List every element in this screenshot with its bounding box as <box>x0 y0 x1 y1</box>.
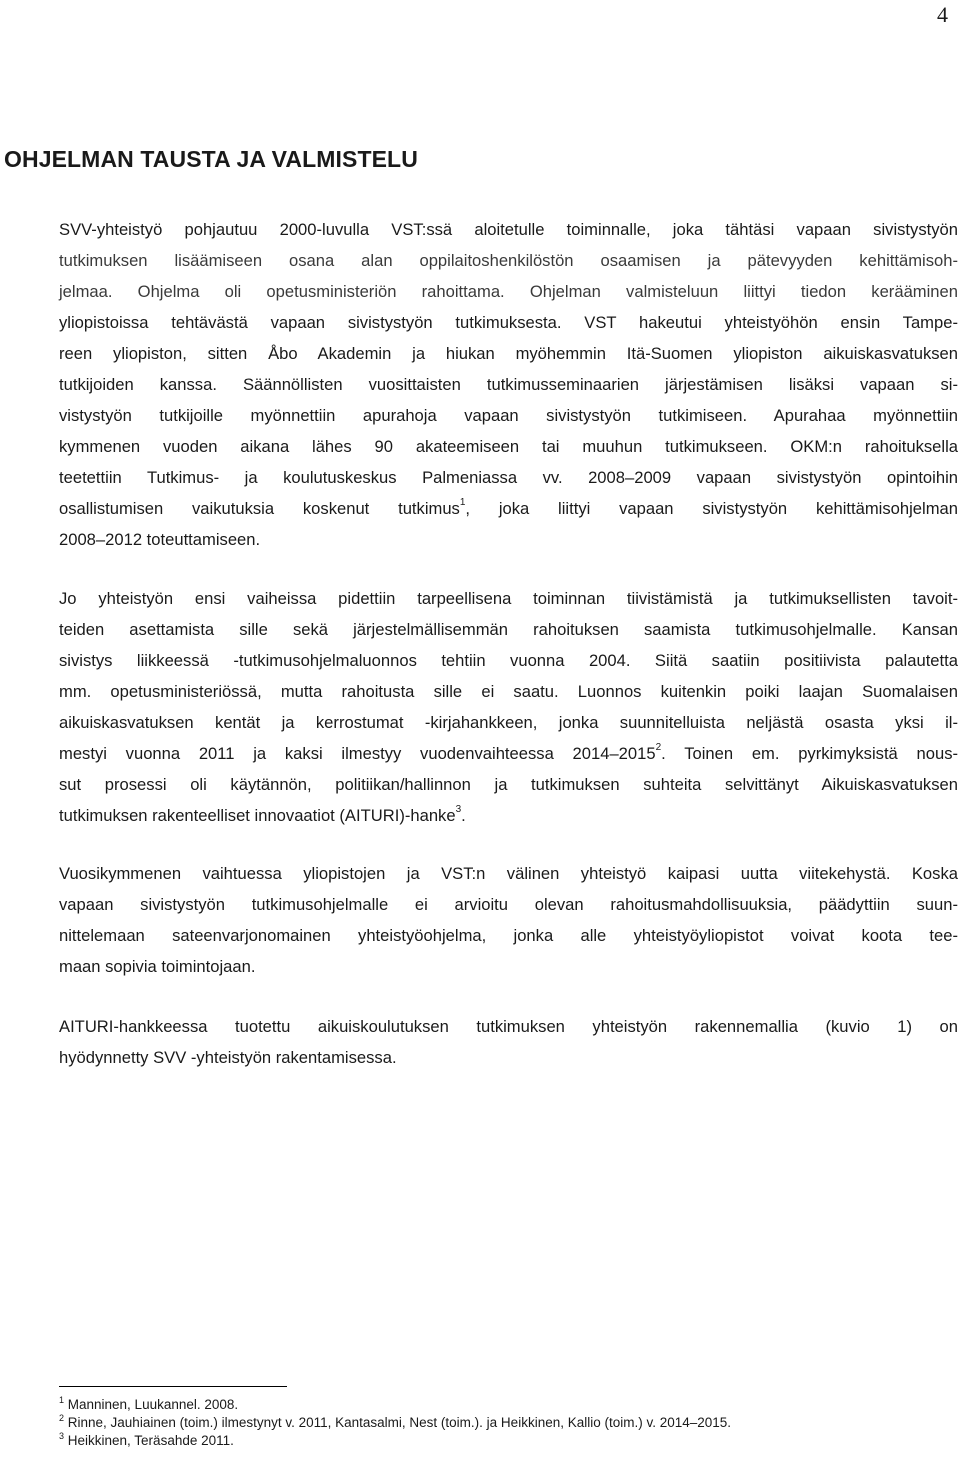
paragraph-aituri-model <box>59 1011 958 1073</box>
footnotes <box>59 1396 731 1450</box>
text-line <box>59 462 958 493</box>
footnote-reference[interactable]: 1 <box>459 497 466 509</box>
text-run: . <box>461 806 466 825</box>
text-run: mestyi vuonna 2011 ja kaksi ilmestyy vuodenvaihteessa 2014–2015 <box>59 744 656 763</box>
text-line <box>59 276 958 307</box>
text-run: mm. opetusministeriössä, mutta rahoitusta sille ei saatu. Luonnos kuitenkin poiki laajan Suomalaisen <box>59 682 958 701</box>
text-line <box>59 1042 958 1073</box>
text-run: osallistumisen vaikutuksia koskenut tutkimus <box>59 499 460 518</box>
text-run: AITURI-hankkeessa tuotettu aikuiskoulutuksen tutkimuksen yhteistyön rakennemallia (kuvio 1) on <box>59 1017 958 1036</box>
footnote-separator <box>59 1386 287 1387</box>
footnote-text: Rinne, Jauhiainen (toim.) ilmestynyt v. 2011, Kantasalmi, Nest (toim.). ja Heikkinen, Kallio (toim.) v. 2014–2015. <box>64 1415 732 1430</box>
text-line <box>59 738 958 769</box>
text-line <box>59 645 958 676</box>
text-run: sut prosessi oli käytännön, politiikan/hallinnon ja tutkimuksen suhteita selvittänyt Aikuiskasvatuksen <box>59 775 958 794</box>
text-line <box>59 889 958 920</box>
footnote-reference[interactable]: 2 <box>655 742 662 754</box>
text-line <box>59 431 958 462</box>
text-run: Vuosikymmenen vaihtuessa yliopistojen ja VST:n välinen yhteistyö kaipasi uutta viitekehystä. Koska <box>59 864 958 883</box>
footnote-number: 1 <box>59 1394 65 1405</box>
text-line <box>59 369 958 400</box>
text-line <box>59 524 958 555</box>
footnote-text: Manninen, Luukannel. 2008. <box>64 1397 239 1412</box>
text-line <box>59 338 958 369</box>
text-line <box>59 614 958 645</box>
text-run: tutkijoiden kanssa. Säännöllisten vuosittaisten tutkimusseminaarien järjestämisen lisäksi vapaan si- <box>59 375 958 394</box>
text-line <box>59 245 958 276</box>
text-line <box>59 400 958 431</box>
text-line <box>59 1011 958 1042</box>
text-line <box>59 214 958 245</box>
text-line <box>59 676 958 707</box>
text-run: vapaan sivistystyön tutkimusohjelmalle ei arvioitu olevan rahoitusmahdollisuuksia, päädyttiin suun- <box>59 895 958 914</box>
paragraph-new-framework <box>59 858 958 982</box>
text-line <box>59 800 958 831</box>
text-run: SVV-yhteistyö pohjautuu 2000-luvulla VST:ssä aloitetulle toiminnalle, joka tähtäsi vapaan sivistystyön <box>59 220 958 239</box>
text-line <box>59 858 958 889</box>
footnote-number: 2 <box>59 1412 65 1423</box>
text-run: tutkimuksen rakenteelliset innovaatiot (AITURI)-hanke <box>59 806 456 825</box>
text-run: 2008–2012 toteuttamiseen. <box>59 530 261 549</box>
footnote-reference[interactable]: 3 <box>455 804 462 816</box>
text-line <box>59 951 958 982</box>
text-run: hyödynnetty SVV -yhteistyön rakentamisessa. <box>59 1048 397 1067</box>
text-line <box>59 307 958 338</box>
paragraph-early-phase <box>59 583 958 831</box>
text-run: jelmaa. Ohjelma oli opetusministeriön rahoittama. Ohjelman valmisteluun liittyi tiedon kerääminen <box>59 282 958 301</box>
text-run: Jo yhteistyön ensi vaiheissa pidettiin tarpeellisena toiminnan tiivistämistä ja tutkimuksellisten tavoit- <box>59 589 958 608</box>
section-heading: OHJELMAN TAUSTA JA VALMISTELU <box>4 146 418 172</box>
text-run: kymmenen vuoden aikana lähes 90 akateemiseen tai muuhun tutkimukseen. OKM:n rahoituksella <box>59 437 958 456</box>
text-run: reen yliopiston, sitten Åbo Akademin ja hiukan myöhemmin Itä-Suomen yliopiston aikuiskasvatuksen <box>59 344 958 363</box>
text-run: vistystyön tutkijoille myönnettiin apurahoja vapaan sivistystyön tutkimiseen. Apurahaa myönnettiin <box>59 406 958 425</box>
footnote-item <box>59 1414 731 1432</box>
text-run: maan sopivia toimintojaan. <box>59 957 256 976</box>
text-run: nittelemaan sateenvarjonomainen yhteistyöohjelma, jonka alle yhteistyöyliopistot voivat koota tee- <box>59 926 958 945</box>
text-run: sivistys liikkeessä -tutkimusohjelmaluonnos tehtiin vuonna 2004. Siitä saatiin positiivista palautetta <box>59 651 958 670</box>
text-run: . Toinen em. pyrkimyksistä nous- <box>661 744 959 763</box>
paragraph-background <box>59 214 958 555</box>
text-line <box>59 583 958 614</box>
text-run: aikuiskasvatuksen kentät ja kerrostumat -kirjahankkeen, jonka suunnitelluista neljästä osasta yksi il- <box>59 713 958 732</box>
text-run: , joka liittyi vapaan sivistystyön kehittämisohjelman <box>465 499 958 518</box>
text-run: tutkimuksen lisäämiseen osana alan oppilaitoshenkilöstön osaamisen ja pätevyyden kehittämisoh- <box>59 251 958 270</box>
text-run: teetettiin Tutkimus- ja koulutuskeskus Palmeniassa vv. 2008–2009 vapaan sivistystyön opintoihin <box>59 468 958 487</box>
text-run: yliopistoissa tehtävästä vapaan sivistystyön tutkimuksesta. VST hakeutui yhteistyöhön ensin Tampe- <box>59 313 958 332</box>
footnote-number: 3 <box>59 1430 65 1441</box>
text-line <box>59 493 958 524</box>
text-line <box>59 769 958 800</box>
text-line <box>59 920 958 951</box>
footnote-text: Heikkinen, Teräsahde 2011. <box>64 1433 234 1448</box>
text-line <box>59 707 958 738</box>
footnote-item <box>59 1396 731 1414</box>
text-run: teiden asettamista sille sekä järjestelmällisemmän rahoituksen saamista tutkimusohjelmalle. Kansan <box>59 620 958 639</box>
page-number: 4 <box>937 2 948 27</box>
footnote-item <box>59 1432 731 1450</box>
